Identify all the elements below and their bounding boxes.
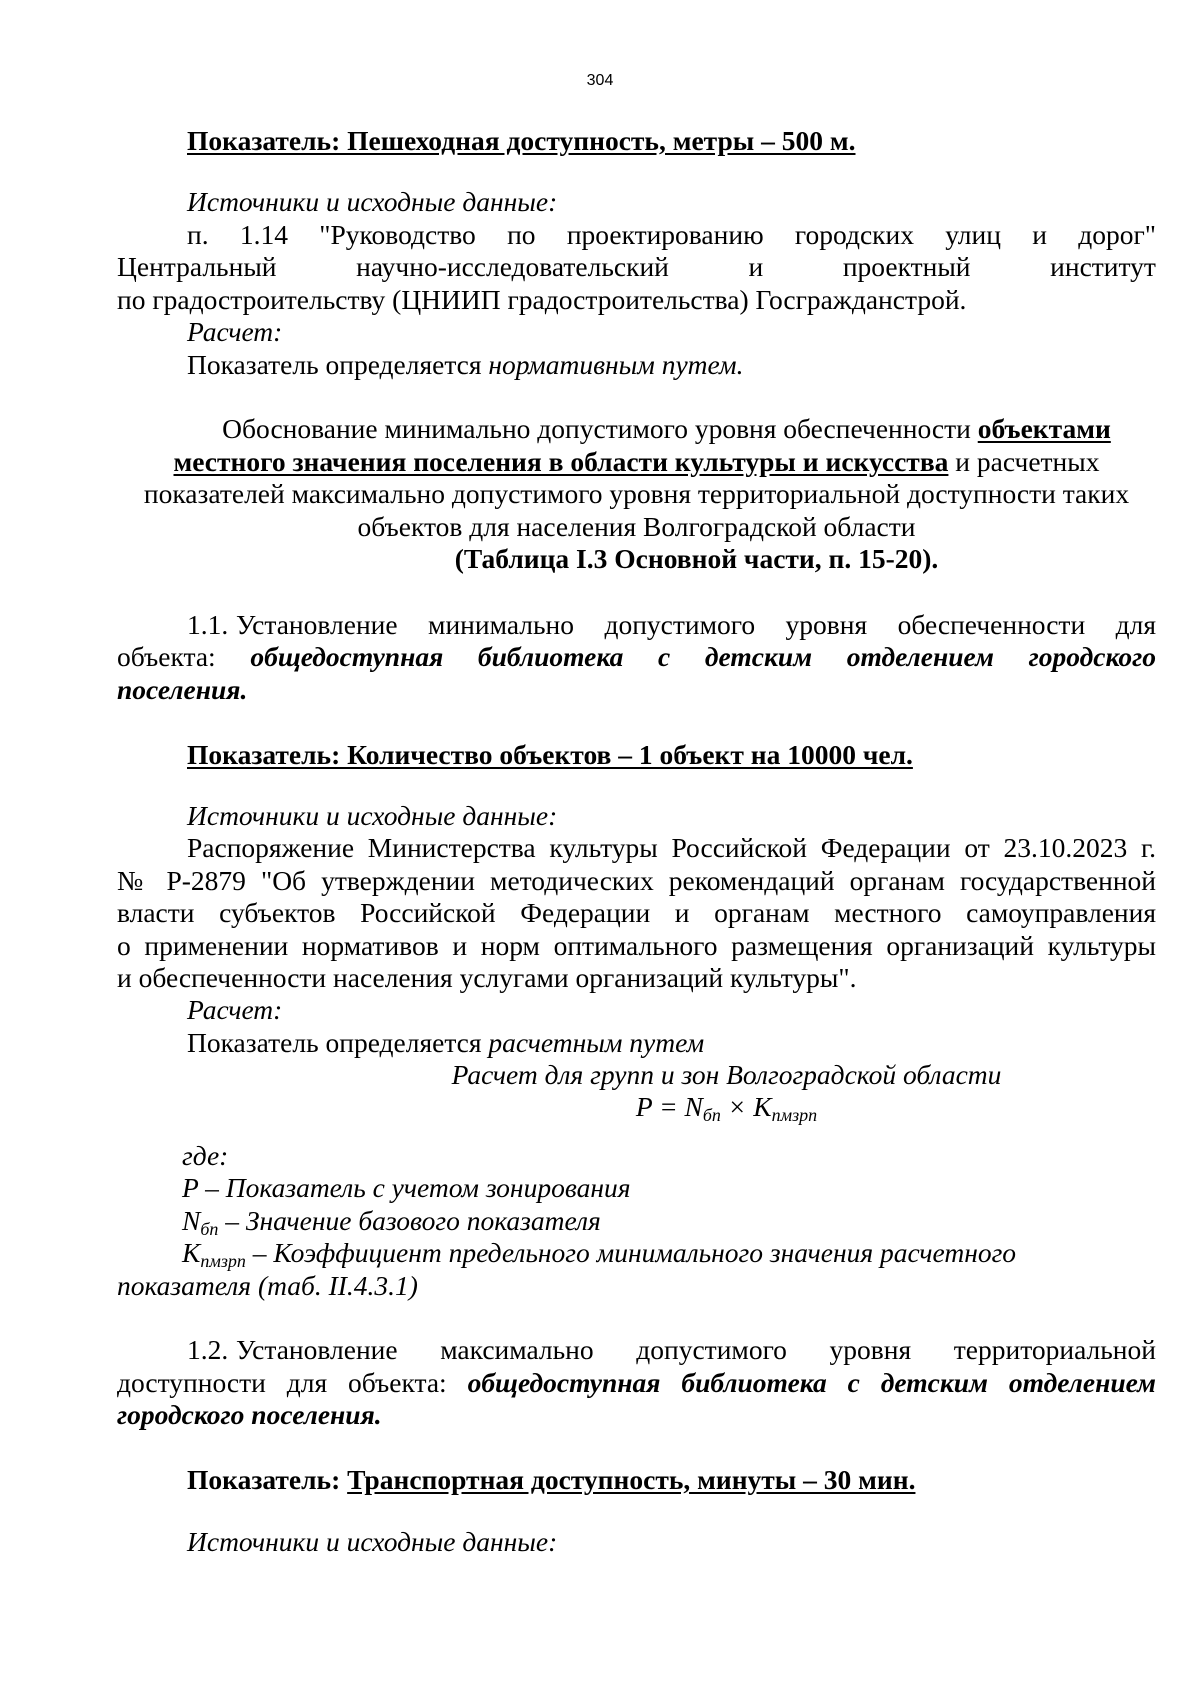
page-number: 304: [586, 72, 614, 89]
table-reference: (Таблица I.3 Основной части, п. 15-20).: [454, 543, 939, 574]
word: проектный: [842, 251, 971, 282]
formula: [207, 1091, 1200, 1123]
title-line: [117, 446, 1156, 478]
where-label: где:: [182, 1140, 229, 1171]
definition-k-cont: показателя (таб. II.4.3.1): [117, 1270, 418, 1301]
indicator-heading: Показатель: Пешеходная доступность, метры – 500 м.: [187, 125, 856, 156]
calc-text: [187, 1027, 704, 1059]
word: институт: [1050, 251, 1156, 282]
sources-label: Источники и исходные данные:: [187, 800, 558, 831]
item-text-line: Установление минимально допустимого уровня обеспеченности для: [236, 609, 1156, 640]
definition-text: – Значение базового показателя: [218, 1205, 601, 1236]
object-name: городского поселения.: [117, 1399, 382, 1430]
indicator-heading: [187, 1464, 915, 1496]
definition-n: [182, 1205, 601, 1237]
source-text-line: власти субъектов Российской Федерации и органам местного самоуправления: [117, 897, 1156, 928]
formula-part: P = N: [635, 1091, 703, 1122]
item-text-line: [117, 1367, 1156, 1399]
source-text-line: [117, 251, 1156, 283]
title-line: объектов для населения Волгоградской области: [357, 511, 916, 542]
formula-subscript: пмзрп: [771, 1105, 818, 1125]
word: и: [748, 251, 764, 282]
source-text-line: и обеспеченности населения услугами организаций культуры".: [117, 962, 857, 993]
calc-prefix: Показатель определяется: [187, 349, 489, 380]
calc-label: Расчет:: [187, 316, 283, 347]
object-name: общедоступная библиотека с детским отделением городского: [250, 641, 1157, 672]
symbol-subscript: бп: [200, 1219, 219, 1239]
sources-label: Источники и исходные данные:: [187, 1526, 558, 1557]
word: Центральный: [117, 251, 277, 282]
item-text: доступности для объекта:: [117, 1367, 468, 1398]
source-text-line: о применении нормативов и норм оптимального размещения организаций культуры: [117, 930, 1156, 961]
calc-prefix: Показатель определяется: [187, 1027, 489, 1058]
item-number: 1.2.: [187, 1334, 229, 1365]
source-text-line: п. 1.14 "Руководство по проектированию городских улиц и дорог": [187, 219, 1156, 250]
symbol: K: [182, 1237, 201, 1268]
definition-p: P – Показатель с учетом зонирования: [182, 1172, 631, 1203]
definition-k: [182, 1237, 1016, 1269]
item-text-line: Установление максимально допустимого уровня территориальной: [236, 1334, 1156, 1365]
word: научно-исследовательский: [356, 251, 669, 282]
heading-prefix: Показатель:: [187, 1464, 348, 1495]
title-text: и расчетных: [948, 446, 1100, 477]
title-text: Обоснование минимально допустимого уровня обеспеченности: [222, 413, 978, 444]
title-line: [177, 413, 1156, 445]
source-text-line: Распоряжение Министерства культуры Российской Федерации от 23.10.2023 г.: [187, 832, 1156, 863]
symbol: N: [182, 1205, 201, 1236]
calc-label: Расчет:: [187, 994, 283, 1025]
title-line: показателей максимально допустимого уровня территориальной доступности таких: [143, 478, 1130, 509]
formula-subscript: бп: [702, 1105, 721, 1125]
calc-text: [187, 349, 743, 381]
calc-method: нормативным путем.: [488, 349, 744, 380]
symbol-subscript: пмзрп: [200, 1251, 246, 1271]
indicator-heading: Показатель: Количество объектов – 1 объект на 10000 чел.: [187, 739, 913, 770]
item-number: 1.1.: [187, 609, 229, 640]
formula-caption: Расчет для групп и зон Волгоградской области: [451, 1059, 1002, 1090]
source-text-line: № Р-2879 "Об утверждении методических рекомендаций органам государственной: [117, 865, 1156, 896]
sources-label: Источники и исходные данные:: [187, 186, 558, 217]
formula-part: × K: [720, 1091, 772, 1122]
item-text: объекта:: [117, 641, 251, 672]
definition-text: – Коэффициент предельного минимального значения расчетного: [245, 1237, 1017, 1268]
object-name: поселения.: [117, 674, 248, 705]
source-text-line: по градостроительству (ЦНИИП градостроительства) Госгражданстрой.: [117, 284, 967, 315]
item-text-line: [117, 641, 1156, 673]
object-name: общедоступная библиотека с детским отделением: [467, 1367, 1156, 1398]
title-emphasis: объектами: [977, 413, 1111, 444]
heading-value: Транспортная доступность, минуты – 30 мин.: [347, 1464, 916, 1495]
calc-method: расчетным путем: [488, 1027, 705, 1058]
title-emphasis: местного значения поселения в области культуры и искусства: [173, 446, 949, 477]
